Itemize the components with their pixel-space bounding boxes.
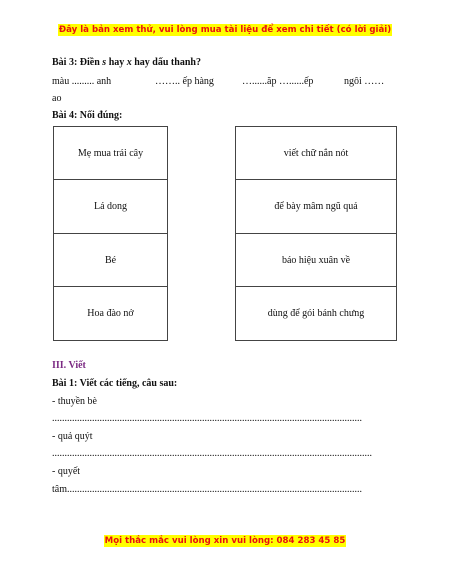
viet-dotted-line-2: ................................................................................................................................ <box>52 448 372 459</box>
viet-word-1: - thuyền bè <box>52 396 97 407</box>
contact-footer-banner <box>0 536 450 546</box>
viet-word-2: - quả quýt <box>52 431 93 442</box>
match-left-3: Bé <box>53 233 168 287</box>
bai3-letter-x: x <box>126 57 132 68</box>
bai3-title <box>52 57 201 68</box>
viet-word-3: - quyết <box>52 466 81 477</box>
bai3-item-4: ngôi …… <box>344 76 385 87</box>
bai3-item-2: …….. ếp hàng <box>155 76 214 87</box>
preview-notice-text: Đây là bản xem thử, vui lòng mua tài liệu để xem chi tiết (có lời giải) <box>58 25 392 35</box>
bai3-letter-s: s <box>102 57 107 68</box>
section-viet-heading: III. Viết <box>52 360 86 371</box>
match-right-3: báo hiệu xuân về <box>235 233 397 287</box>
match-left-1: Mẹ mua trái cây <box>53 126 168 180</box>
match-right-2: để bày mâm ngũ quả <box>235 179 397 234</box>
match-left-2: Lá dong <box>53 179 168 234</box>
bai3-title-prefix: Bài 3: Điền <box>52 57 103 68</box>
viet-bai1-title: Bài 1: Viết các tiếng, câu sau: <box>52 378 178 389</box>
match-right-4: dùng để gói bánh chưng <box>235 286 397 341</box>
bai3-item-5: ao <box>52 93 62 104</box>
match-right-1: viết chữ nắn nót <box>235 126 397 180</box>
bai3-title-mid: hay <box>106 57 127 68</box>
bai4-title: Bài 4: Nối đúng: <box>52 110 123 121</box>
contact-footer-text: Mọi thắc mắc vui lòng xin vui lòng: 084 283 45 85 <box>104 536 346 546</box>
bai3-item-3: …......ăp …......ếp <box>242 76 314 87</box>
match-left-4: Hoa đào nở <box>53 286 168 341</box>
bai3-title-suffix: hay dấu thanh? <box>131 57 201 68</box>
viet-dotted-line-1: ............................................................................................................................ <box>52 413 362 424</box>
preview-notice-banner <box>0 25 450 35</box>
viet-dotted-line-3: tâm...................................................................................................................... <box>52 484 362 495</box>
bai3-item-1: màu ......... anh <box>52 76 112 87</box>
